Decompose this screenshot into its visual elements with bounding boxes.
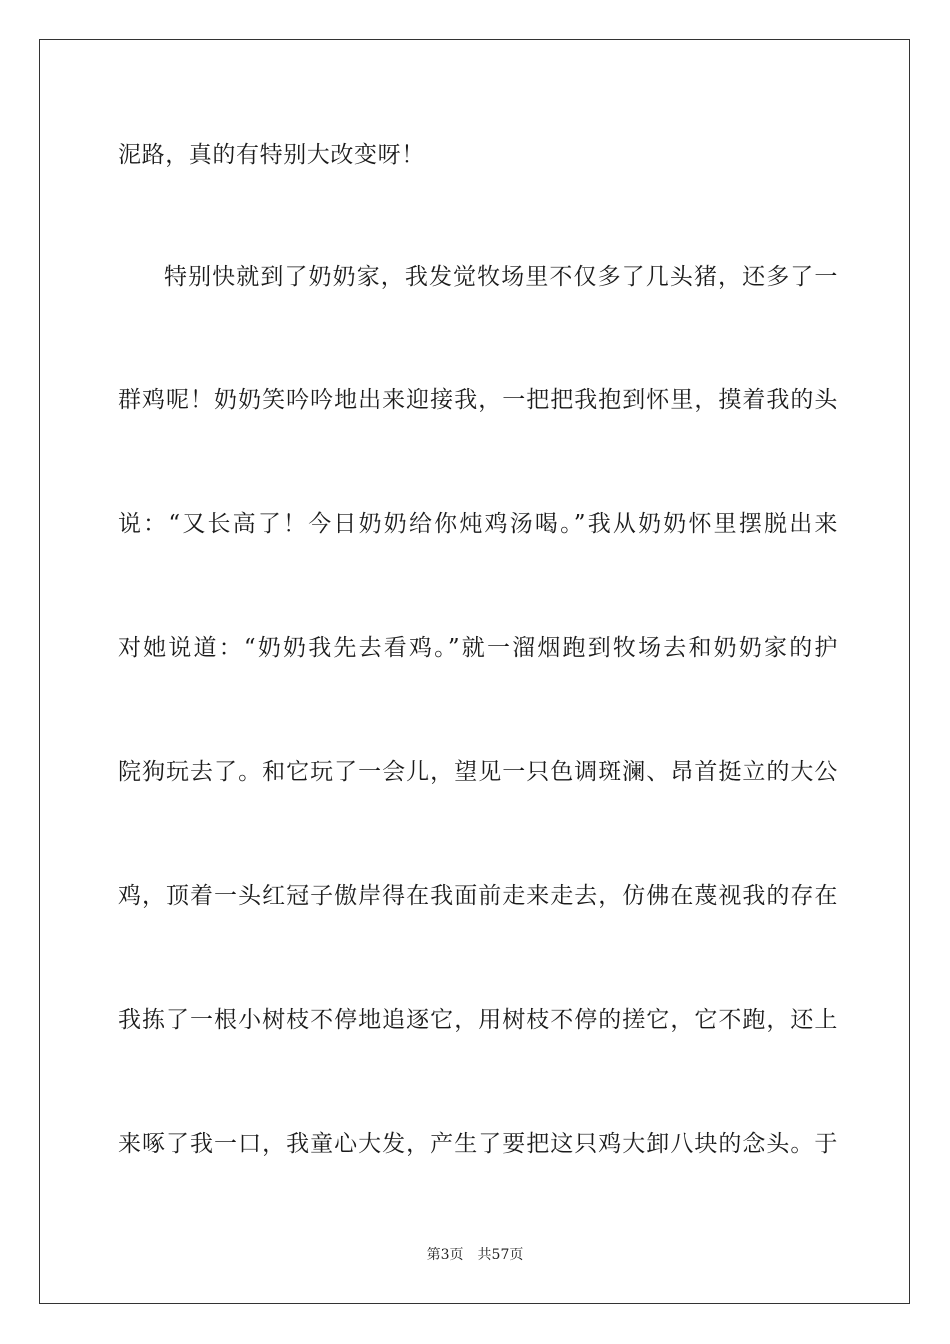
text-line-3: 群鸡呢！奶奶笑吟吟地出来迎接我，一把把我抱到怀里，摸着我的头: [118, 387, 838, 413]
text-line-2: 特别快就到了奶奶家，我发觉牧场里不仅多了几头猪，还多了一: [164, 264, 838, 290]
text-line-7: 鸡，顶着一头红冠子傲岸得在我面前走来走去，仿佛在蔑视我的存在: [118, 883, 838, 909]
text-line-9: 来啄了我一口，我童心大发，产生了要把这只鸡大卸八块的念头。于: [118, 1131, 838, 1157]
page-footer: [0, 1246, 950, 1264]
text-line-8: 我拣了一根小树枝不停地追逐它，用树枝不停的搓它，它不跑，还上: [118, 1007, 838, 1033]
page-border: [39, 39, 910, 1304]
page-total: 共57页: [477, 1247, 524, 1263]
text-line-6: 院狗玩去了。和它玩了一会儿，望见一只色调斑澜、昂首挺立的大公: [118, 759, 838, 785]
page-number: 第3页: [426, 1247, 464, 1263]
text-line-4: 说：“又长高了！今日奶奶给你炖鸡汤喝。”我从奶奶怀里摆脱出来: [118, 511, 838, 537]
text-line-1: 泥路，真的有特别大改变呀！: [118, 142, 425, 168]
text-line-5: 对她说道：“奶奶我先去看鸡。”就一溜烟跑到牧场去和奶奶家的护: [118, 635, 838, 661]
